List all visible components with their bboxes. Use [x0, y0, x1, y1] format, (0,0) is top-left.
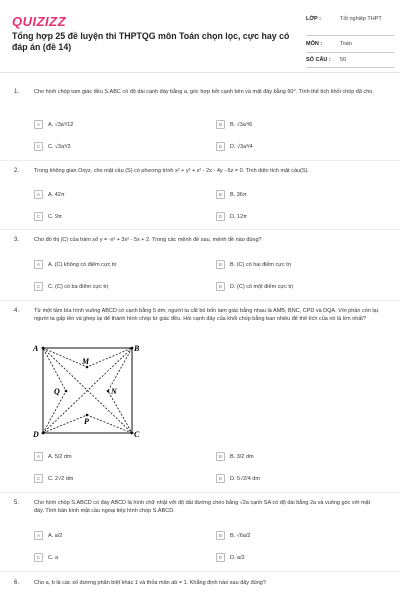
- option-text: A. (C) không có điểm cực trị: [48, 261, 117, 268]
- option-text: B. (C) có hai điểm cực trị: [230, 261, 291, 268]
- quizizz-logo: QUIZIZZ: [12, 14, 67, 29]
- question-text: Trong không gian Oxyz, cho mặt cầu (S) có phương trình x² + y² + z² - 2x - 4y - 6z = 0. Tính diện tích mặt cầu(S).: [34, 168, 309, 174]
- question-count-value: 50: [340, 57, 347, 63]
- option-b[interactable]: [216, 531, 250, 540]
- option-b[interactable]: [216, 190, 247, 199]
- option-text: A. √3a³/12: [48, 121, 74, 128]
- meta-divider: [306, 35, 394, 36]
- option-c[interactable]: [34, 212, 62, 221]
- question-text: Cho hình chóp tam giác đều S.ABC có độ dài cạnh đáy bằng a, góc hợp bởi cạnh bên và mặt đáy bằng 60°. Tính thể tích khối chóp đã cho.: [34, 89, 374, 95]
- point-p: [86, 414, 89, 417]
- option-text: A. 42π: [48, 191, 65, 198]
- question-number: 4.: [14, 308, 20, 314]
- option-c[interactable]: [34, 282, 108, 291]
- option-text: C. √3a³/3: [48, 143, 71, 150]
- label-a: A: [33, 344, 39, 353]
- question-divider: [0, 160, 400, 161]
- subject-label: MÔN :: [306, 41, 323, 47]
- option-key-box: B: [216, 452, 225, 461]
- option-d[interactable]: [216, 212, 247, 221]
- label-d: D: [33, 430, 39, 439]
- question-text: Cho hình chóp S.ABCD có đáy ABCD là hình chữ nhật với độ dài đường chéo bằng √2a cạnh SA có độ dài bằng 2a và vuông góc với mặt đáy. Tính bán kính mặt cầu ngoại tiếp hình chóp S.ABCD.: [34, 500, 371, 514]
- option-key-box: D: [216, 553, 225, 562]
- question-number: 6.: [14, 580, 20, 586]
- option-text: C. (C) có ba điểm cực trị: [48, 283, 108, 290]
- class-value: Tốt nghiệp THPT: [340, 16, 382, 22]
- question-divider: [0, 492, 400, 493]
- option-text: D. 12π: [230, 213, 247, 220]
- option-key-box: A: [34, 531, 43, 540]
- label-m: M: [82, 357, 90, 366]
- question-number: 1.: [14, 89, 20, 95]
- option-a[interactable]: [34, 260, 116, 269]
- point-n: [107, 390, 110, 393]
- option-text: C. 2√2 dm: [48, 475, 74, 482]
- option-key-box: D: [216, 474, 225, 483]
- option-text: A. 5/2 dm: [48, 453, 72, 460]
- question-number: 5.: [14, 500, 20, 506]
- class-label: LỚP :: [306, 16, 321, 22]
- option-c[interactable]: [34, 142, 71, 151]
- option-text: D. (C) có một điểm cực trị: [230, 283, 293, 290]
- point-a: [42, 347, 45, 350]
- option-text: B. 36π: [230, 191, 247, 198]
- option-d[interactable]: [216, 474, 260, 483]
- point-m: [86, 366, 89, 369]
- meta-divider: [306, 52, 394, 53]
- option-text: B. √6a/2: [230, 532, 251, 539]
- option-text: B. √3a³/6: [230, 121, 253, 128]
- option-key-box: A: [34, 190, 43, 199]
- point-d: [42, 432, 45, 435]
- option-key-box: D: [216, 142, 225, 151]
- option-key-box: C: [34, 142, 43, 151]
- option-key-box: B: [216, 120, 225, 129]
- option-d[interactable]: [216, 142, 253, 151]
- square-figure: [30, 340, 145, 440]
- point-c: [131, 432, 134, 435]
- option-key-box: A: [34, 120, 43, 129]
- option-key-box: B: [216, 190, 225, 199]
- option-c[interactable]: [34, 553, 58, 562]
- point-b: [131, 347, 134, 350]
- option-text: A. a/2: [48, 532, 63, 539]
- subject-value: Toán: [340, 41, 352, 47]
- label-b: B: [134, 344, 140, 353]
- option-d[interactable]: [216, 282, 293, 291]
- quiz-title: Tổng hợp 25 đề luyện thi THPTQG môn Toán chọn lọc, cực hay có đáp án (đề 14): [12, 31, 290, 52]
- option-text: D. √3a³/4: [230, 143, 253, 150]
- question-count-label: SỐ CÂU :: [306, 57, 331, 63]
- option-text: B. 3/2 dm: [230, 453, 254, 460]
- option-d[interactable]: [216, 553, 245, 562]
- question-text: Cho a, b là các số dương phân biệt khác 1 và thỏa mãn ab = 1. Khẳng định nào sau đây đúng?: [34, 580, 266, 586]
- option-a[interactable]: [34, 120, 73, 129]
- option-key-box: B: [216, 531, 225, 540]
- label-q: Q: [54, 387, 60, 396]
- question-number: 3.: [14, 237, 20, 243]
- option-a[interactable]: [34, 452, 72, 461]
- label-p: P: [84, 417, 89, 426]
- option-text: C. a: [48, 554, 59, 561]
- question-divider: [0, 229, 400, 230]
- option-key-box: C: [34, 282, 43, 291]
- header-divider: [0, 72, 400, 73]
- option-b[interactable]: [216, 260, 291, 269]
- label-n: N: [111, 387, 117, 396]
- question-divider: [0, 571, 400, 572]
- option-a[interactable]: [34, 531, 62, 540]
- option-key-box: A: [34, 260, 43, 269]
- option-a[interactable]: [34, 190, 65, 199]
- option-b[interactable]: [216, 120, 252, 129]
- question-text: Từ một tấm bìa hình vuông ABCD có cạnh bằng 5 dm, người ta cắt bỏ bốn tam giác bằng nhau là AMB, BNC, CPD và DQA. Với phần còn lại, người ta gấp lên và ghép lại để thành hình chóp tứ giác đều. Hỏi cạnh đáy của khối chóp bằng bao nhiêu để thể tích của nó là lớn nhất?: [34, 308, 380, 322]
- point-q: [65, 390, 68, 393]
- question-number: 2.: [14, 168, 20, 174]
- question-text: Cho đồ thị (C) của hàm số y = -x³ + 3x² - 5x + 2. Trong các mệnh đề sau, mệnh đề nào đúng?: [34, 237, 262, 243]
- option-key-box: C: [34, 553, 43, 562]
- option-key-box: A: [34, 452, 43, 461]
- meta-divider: [306, 67, 394, 68]
- option-key-box: D: [216, 212, 225, 221]
- option-text: D. a/2: [230, 554, 245, 561]
- option-c[interactable]: [34, 474, 73, 483]
- option-text: C. 9π: [48, 213, 62, 220]
- option-b[interactable]: [216, 452, 254, 461]
- option-text: D. 5√2/4 dm: [230, 475, 260, 482]
- option-key-box: C: [34, 474, 43, 483]
- option-key-box: B: [216, 260, 225, 269]
- label-c: C: [134, 430, 140, 439]
- option-key-box: C: [34, 212, 43, 221]
- question-divider: [0, 300, 400, 301]
- option-key-box: D: [216, 282, 225, 291]
